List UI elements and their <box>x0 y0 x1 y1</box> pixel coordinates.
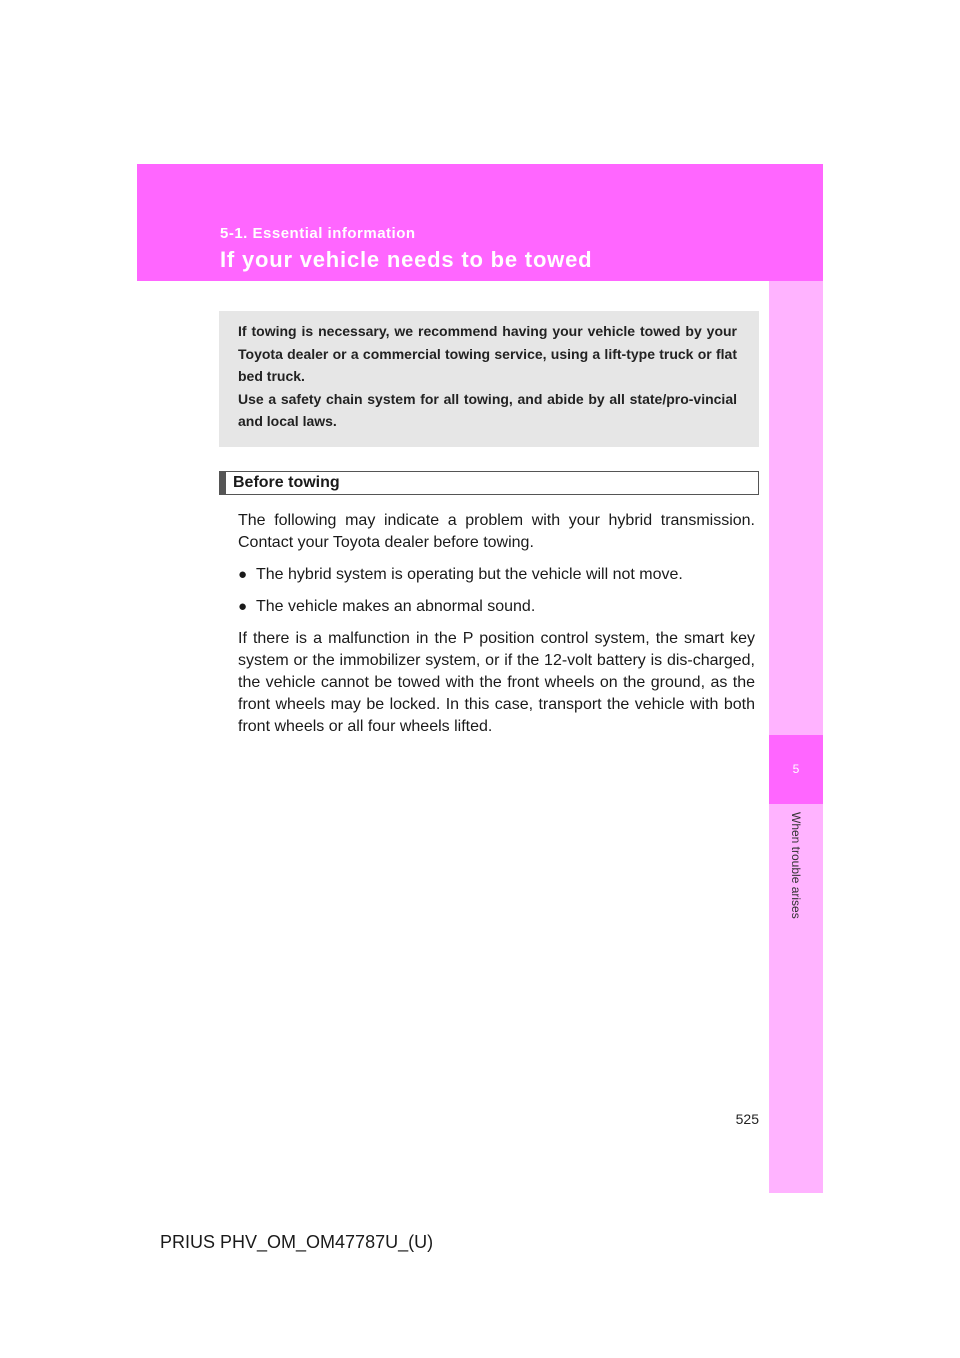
intro-text: If towing is necessary, we recommend having your vehicle towed by your Toyota dealer or a commercial towing service, using a lift-type truck or flat bed truck. <box>238 323 737 384</box>
paragraph-2: If there is a malfunction in the P position control system, the smart key system or the immobilizer system, or if the 12-volt battery is dis-charged, the vehicle cannot be towed with the front wheels on the ground, as the front wheels may be locked. In this case, transport the vehicle with both front wheels or all four wheels lifted. <box>238 630 755 735</box>
intro-text-2: Use a safety chain system for all towing, and abide by all state/pro-vincial and local laws. <box>238 390 737 429</box>
chapter-number-tab[interactable]: 5 <box>769 735 823 804</box>
bullet-icon: ● <box>238 598 248 615</box>
page-number: 525 <box>735 1111 759 1127</box>
list-item-text: The vehicle makes an abnormal sound. <box>256 598 536 615</box>
list-item <box>238 596 755 618</box>
list-item <box>238 564 755 586</box>
intro-box <box>219 311 759 447</box>
section-label: 5-1. Essential information <box>220 225 416 242</box>
subsection-heading: Before towing <box>219 471 759 495</box>
bullet-icon: ● <box>238 566 248 583</box>
chapter-label-text: When trouble arises <box>789 812 803 919</box>
chapter-label <box>769 812 823 952</box>
page-title: If your vehicle needs to be towed <box>220 247 593 272</box>
paragraph-1: The following may indicate a problem with your hybrid transmission. Contact your Toyota dealer before towing. <box>238 512 755 551</box>
list-item-text: The hybrid system is operating but the vehicle will not move. <box>256 566 683 583</box>
document-code: PRIUS PHV_OM_OM47787U_(U) <box>160 1232 434 1252</box>
section-content <box>238 510 755 748</box>
